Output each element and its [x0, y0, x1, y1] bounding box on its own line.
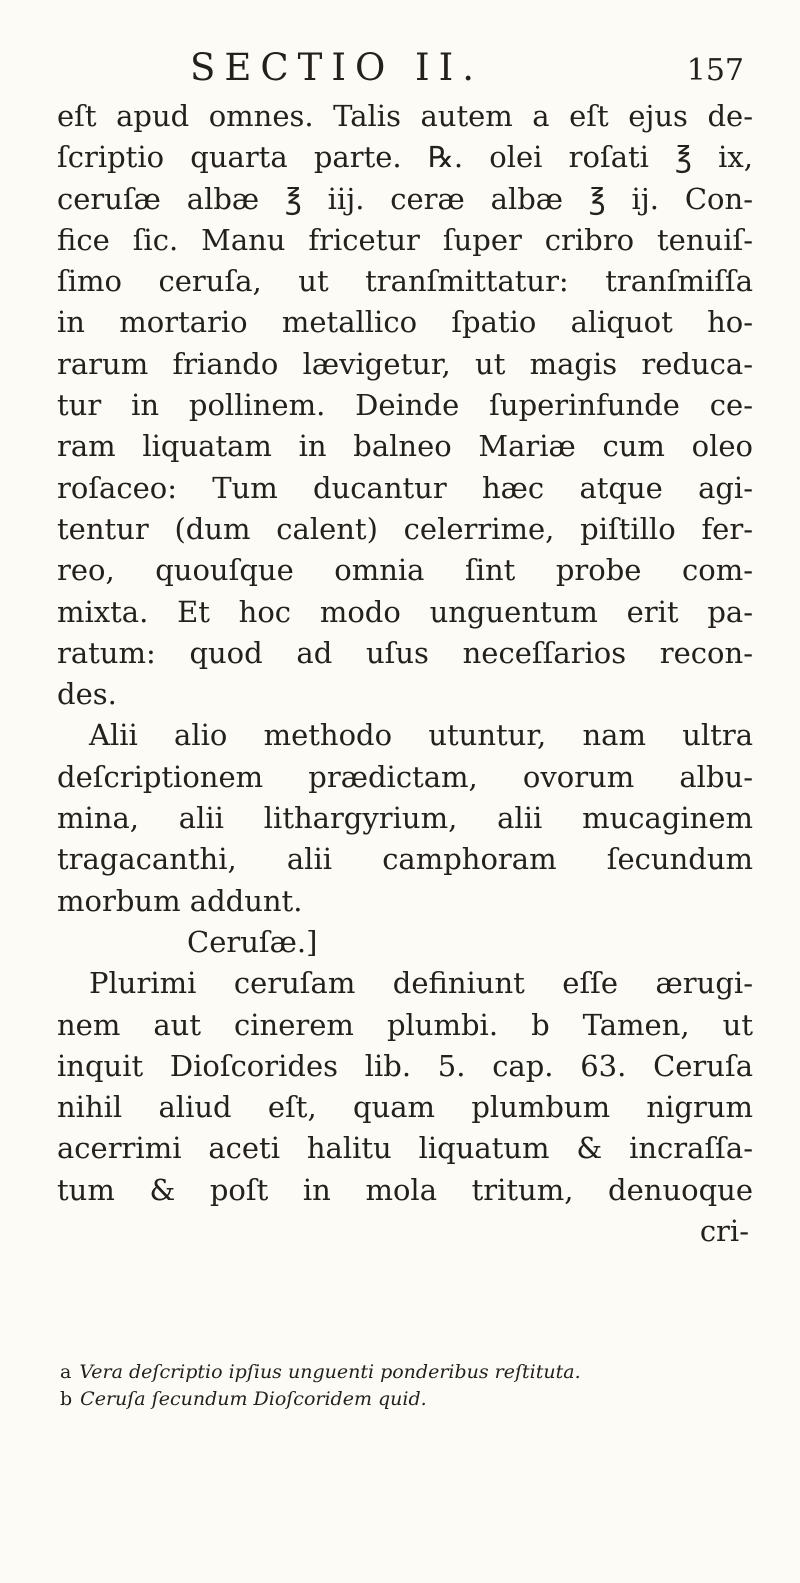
- text-line: nihil aliud eſt, quam plumbum nigrum: [57, 1090, 753, 1125]
- footnote: [60, 1359, 750, 1386]
- text-line: roſaceo: Tum ducantur hæc atque agi-: [57, 470, 753, 505]
- text-line: tum & poſt in mola tritum, denuoque: [57, 1172, 753, 1207]
- text-line: ſcriptio quarta parte. ℞. olei roſati ℥ ix,: [57, 140, 753, 175]
- footnote-text: Ceruſa ſecundum Dioſcoridem quid.: [80, 1388, 427, 1410]
- text-line: tentur (dum calent) celerrime, piſtillo fer-: [57, 511, 753, 546]
- text-line: ratum: quod ad uſus neceſſarios recon-: [57, 635, 753, 670]
- footnotes: [60, 1359, 750, 1413]
- body-text: [57, 96, 753, 1252]
- text-line: in mortario metallico ſpatio aliquot ho-: [57, 305, 753, 340]
- page-header: [190, 46, 750, 96]
- text-line: acerrimi aceti halitu liquatum & incraſſa-: [57, 1131, 753, 1166]
- text-line: tur in pollinem. Deinde ſuperinfunde ce-: [57, 388, 753, 423]
- text-line: des.: [57, 677, 117, 712]
- text-line: mina, alii lithargyrium, alii mucaginem: [57, 801, 753, 836]
- running-head: SECTIO II.: [190, 46, 484, 89]
- footnote-marker: a: [60, 1361, 72, 1383]
- section-heading: Ceruſæ.]: [187, 924, 318, 959]
- text-line: reo, quouſque omnia ſint probe com-: [57, 553, 753, 588]
- text-line: fice ſic. Manu fricetur ſuper cribro tenuiſ-: [57, 222, 753, 257]
- text-line: inquit Dioſcorides lib. 5. cap. 63. Ceruſa: [57, 1048, 753, 1083]
- text-line: Plurimi ceruſam definiunt eſſe ærugi-: [89, 966, 753, 1001]
- text-line: deſcriptionem prædictam, ovorum albu-: [57, 759, 753, 794]
- text-line: ceruſæ albæ ℥ iij. ceræ albæ ℥ ij. Con-: [57, 181, 753, 216]
- text-line: tragacanthi, alii camphoram ſecundum: [57, 842, 753, 877]
- text-line: ſimo ceruſa, ut tranſmittatur: tranſmiſſa: [57, 264, 753, 299]
- text-line: mixta. Et hoc modo unguentum erit pa-: [57, 594, 753, 629]
- text-line: Alii alio methodo utuntur, nam ultra: [89, 718, 753, 753]
- text-line: nem aut cinerem plumbi. b Tamen, ut: [57, 1007, 753, 1042]
- footnote-marker: b: [60, 1388, 73, 1410]
- text-line: rarum friando lævigetur, ut magis reduca-: [57, 346, 753, 381]
- footnote-text: Vera deſcriptio ipſius unguenti ponderibus reſtituta.: [79, 1361, 581, 1383]
- text-line: eſt apud omnes. Talis autem a eſt ejus de-: [57, 99, 753, 133]
- footnote: [60, 1386, 750, 1413]
- catchword: cri-: [699, 1214, 749, 1249]
- page-number: 157: [686, 53, 744, 88]
- text-line: morbum addunt.: [57, 883, 303, 918]
- text-line: ram liquatam in balneo Mariæ cum oleo: [57, 429, 753, 464]
